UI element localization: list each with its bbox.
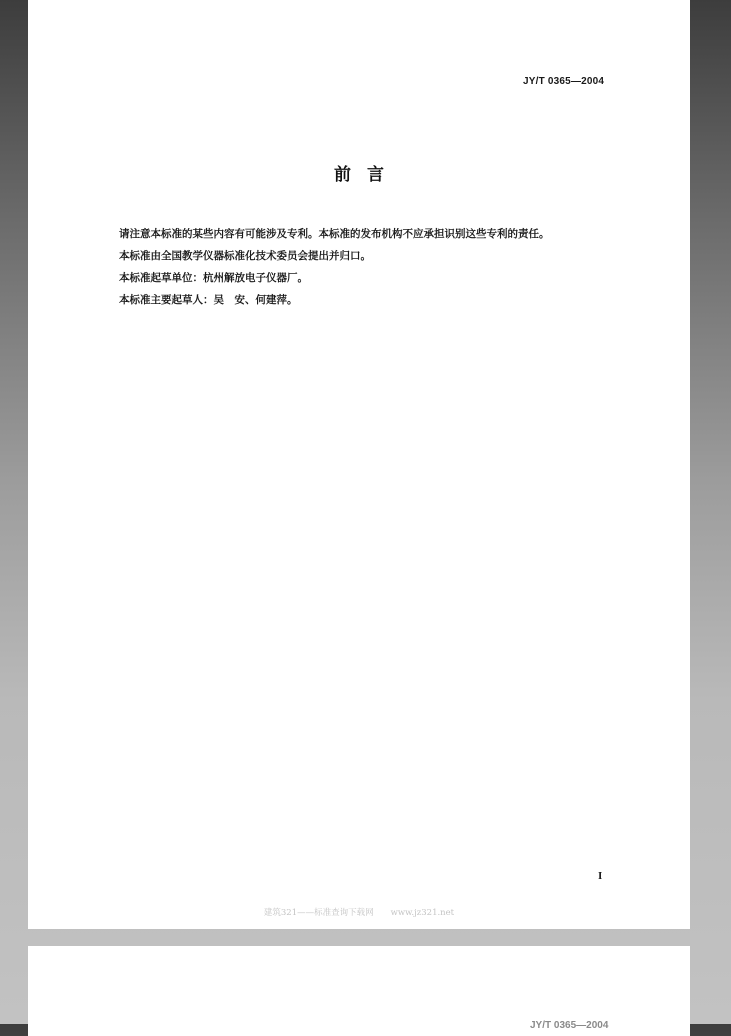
standard-code-header-next: JY/T 0365—2004 bbox=[530, 1020, 609, 1031]
page-title: 前言 bbox=[334, 165, 400, 185]
paragraph-drafters: 本标准主要起草人：吴 安、何建萍。 bbox=[119, 294, 298, 306]
next-document-page bbox=[28, 946, 690, 1036]
page-number: I bbox=[598, 870, 603, 882]
paragraph-patent-notice: 请注意本标准的某些内容有可能涉及专利。本标准的发布机构不应承担识别这些专利的责任。 bbox=[119, 228, 550, 240]
watermark: 建筑321——标准查询下载网 www.jz321.net bbox=[263, 908, 455, 918]
paragraph-drafting-unit: 本标准起草单位：杭州解放电子仪器厂。 bbox=[119, 272, 308, 284]
standard-code-header: JY/T 0365—2004 bbox=[523, 76, 605, 87]
document-page bbox=[28, 0, 690, 929]
foreword-body bbox=[119, 223, 550, 311]
paragraph-proposer: 本标准由全国教学仪器标准化技术委员会提出并归口。 bbox=[119, 250, 371, 262]
